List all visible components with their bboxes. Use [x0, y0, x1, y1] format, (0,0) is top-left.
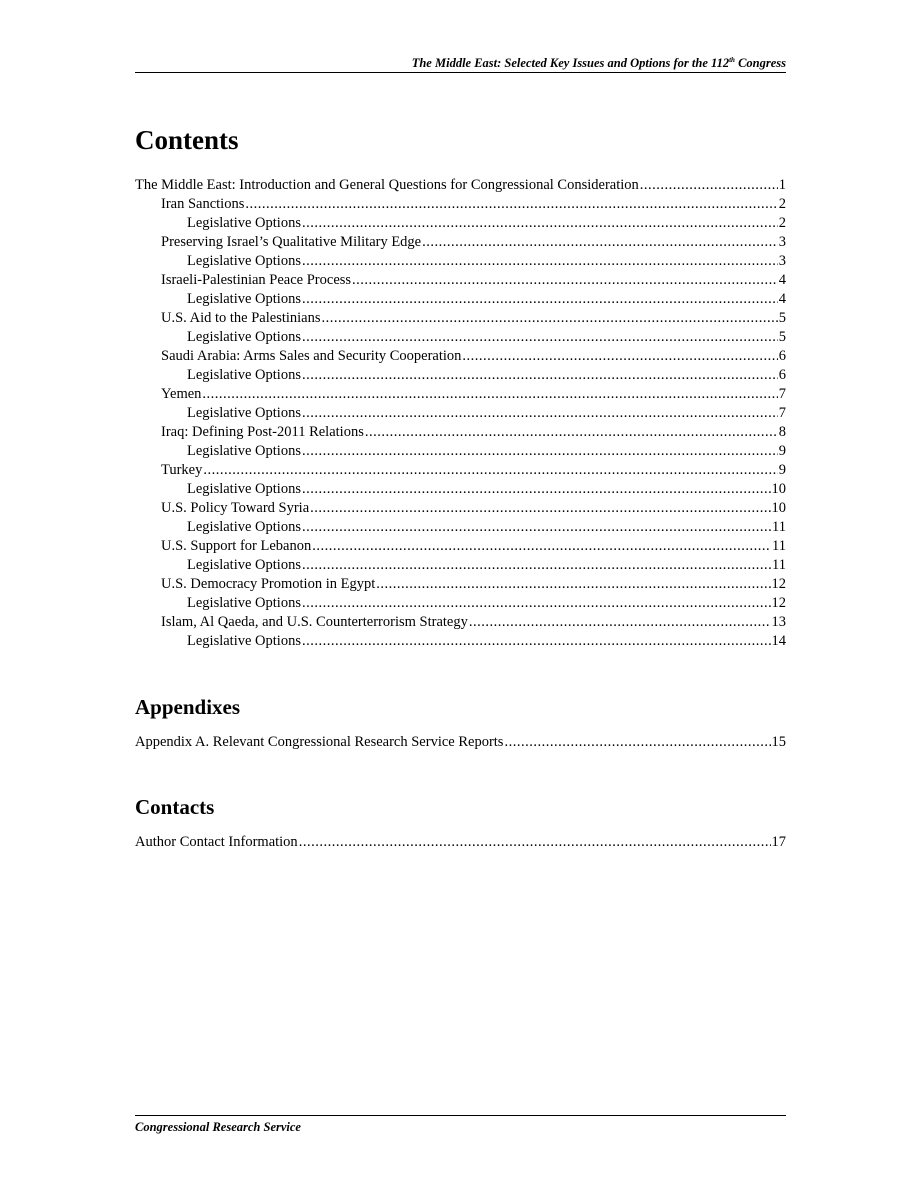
toc-entry-label: Yemen [161, 386, 202, 402]
toc-leader-dots [302, 214, 778, 233]
header-rule [135, 72, 786, 73]
toc-leader-dots [299, 833, 771, 852]
toc-entry[interactable] [161, 385, 786, 404]
toc-entry-page-number: 12 [771, 576, 786, 592]
toc-entry[interactable] [161, 233, 786, 252]
running-header-title-end: Congress [734, 56, 786, 70]
toc-leader-dots [376, 575, 770, 594]
toc-entry-label: Legislative Options [187, 291, 301, 307]
toc-entry-label: Legislative Options [187, 595, 301, 611]
toc-entry-label: Iran Sanctions [161, 196, 245, 212]
toc-leader-dots [302, 252, 778, 271]
toc-entry[interactable] [161, 271, 786, 290]
toc-entry-label: The Middle East: Introduction and General Questions for Congressional Consideration [135, 177, 639, 193]
toc-entry-page-number: 2 [778, 196, 786, 212]
toc-entry-page-number: 6 [778, 367, 786, 383]
running-footer: Congressional Research Service [135, 1120, 301, 1134]
footer-rule [135, 1115, 786, 1116]
toc-entry[interactable] [187, 518, 786, 537]
toc-entry[interactable] [187, 556, 786, 575]
toc-leader-dots [352, 271, 778, 290]
toc-entry-page-number: 8 [778, 424, 786, 440]
toc-entry[interactable] [187, 442, 786, 461]
toc-entry-page-number: 15 [771, 734, 786, 750]
toc-entry-page-number: 2 [778, 215, 786, 231]
toc-entry[interactable] [161, 309, 786, 328]
toc-entry-label: U.S. Democracy Promotion in Egypt [161, 576, 376, 592]
toc-entry-label: Saudi Arabia: Arms Sales and Security Cooperation [161, 348, 462, 364]
toc-entry-label: Legislative Options [187, 481, 301, 497]
toc-leader-dots [245, 195, 777, 214]
toc-entry[interactable] [187, 480, 786, 499]
running-header-superscript: th [729, 56, 735, 64]
toc-leader-dots [302, 404, 778, 423]
toc-leader-dots [302, 518, 771, 537]
toc-leader-dots [203, 461, 777, 480]
toc-entry[interactable] [161, 347, 786, 366]
toc-entry-label: U.S. Support for Lebanon [161, 538, 312, 554]
toc-entry-label: Legislative Options [187, 215, 301, 231]
toc-entry-page-number: 3 [778, 234, 786, 250]
toc-entry-page-number: 4 [778, 291, 786, 307]
toc-entry-label: Legislative Options [187, 633, 301, 649]
toc-entry-page-number: 6 [778, 348, 786, 364]
toc-entry[interactable] [161, 537, 786, 556]
contacts-heading: Contacts [135, 795, 215, 819]
toc-entry-page-number: 7 [778, 405, 786, 421]
toc-leader-dots [302, 366, 778, 385]
toc-entry-page-number: 10 [771, 500, 786, 516]
toc-leader-dots [302, 290, 778, 309]
toc-entry-page-number: 11 [772, 538, 786, 554]
toc-leader-dots [302, 556, 771, 575]
toc-entry-page-number: 4 [778, 272, 786, 288]
toc-entry-label: Legislative Options [187, 519, 301, 535]
toc-entry-label: Preserving Israel’s Qualitative Military Edge [161, 234, 422, 250]
toc-entry-page-number: 9 [778, 443, 786, 459]
toc-entry-page-number: 14 [771, 633, 786, 649]
toc-entry-label: Legislative Options [187, 329, 301, 345]
toc-entry-page-number: 17 [771, 834, 786, 850]
toc-entry[interactable] [187, 404, 786, 423]
toc-entry-label: Appendix A. Relevant Congressional Research Service Reports [135, 734, 504, 750]
toc-entry-label: U.S. Aid to the Palestinians [161, 310, 321, 326]
toc-entry-page-number: 12 [771, 595, 786, 611]
toc-entry[interactable] [135, 833, 786, 852]
toc-entry-label: Legislative Options [187, 253, 301, 269]
toc-entry-page-number: 11 [772, 557, 786, 573]
toc-leader-dots [640, 176, 778, 195]
toc-entry[interactable] [161, 461, 786, 480]
toc-entry-page-number: 7 [778, 386, 786, 402]
toc-leader-dots [322, 309, 778, 328]
toc-entry[interactable] [187, 214, 786, 233]
toc-entry-label: Islam, Al Qaeda, and U.S. Counterterrorism Strategy [161, 614, 468, 630]
toc-leader-dots [302, 442, 778, 461]
toc-leader-dots [422, 233, 778, 252]
toc-entry[interactable] [187, 594, 786, 613]
toc-entry-label: Israeli-Palestinian Peace Process [161, 272, 352, 288]
toc-entry[interactable] [187, 366, 786, 385]
toc-entry-label: Legislative Options [187, 367, 301, 383]
toc-entry-label: U.S. Policy Toward Syria [161, 500, 310, 516]
toc-leader-dots [310, 499, 770, 518]
toc-entry[interactable] [161, 195, 786, 214]
running-header [135, 56, 786, 71]
toc-entry-page-number: 5 [778, 329, 786, 345]
toc-leader-dots [469, 613, 771, 632]
toc-entry-label: Legislative Options [187, 405, 301, 421]
toc-entry[interactable] [187, 252, 786, 271]
toc-leader-dots [312, 537, 771, 556]
running-header-title: The Middle East: Selected Key Issues and Options for the 112 [411, 56, 730, 70]
toc-entry[interactable] [187, 632, 786, 651]
toc-leader-dots [365, 423, 778, 442]
toc-entry-label: Legislative Options [187, 557, 301, 573]
toc-entry-label: Author Contact Information [135, 834, 298, 850]
toc-leader-dots [302, 632, 771, 651]
toc-leader-dots [202, 385, 777, 404]
toc-entry-page-number: 13 [771, 614, 786, 630]
toc-entry[interactable] [135, 733, 786, 752]
toc-entry[interactable] [161, 423, 786, 442]
toc-entry-page-number: 10 [771, 481, 786, 497]
toc-entry-page-number: 9 [778, 462, 786, 478]
toc-entry-page-number: 3 [778, 253, 786, 269]
toc-entry-label: Legislative Options [187, 443, 301, 459]
toc-leader-dots [302, 480, 771, 499]
toc-entry-label: Turkey [161, 462, 203, 478]
toc-entry[interactable] [187, 290, 786, 309]
toc-entry[interactable] [161, 613, 786, 632]
toc-entry-label: Iraq: Defining Post-2011 Relations [161, 424, 364, 440]
toc-leader-dots [462, 347, 777, 366]
toc-entry[interactable] [161, 499, 786, 518]
toc-entry[interactable] [135, 176, 786, 195]
toc-entry-page-number: 11 [772, 519, 786, 535]
toc-leader-dots [302, 594, 771, 613]
toc-leader-dots [504, 733, 770, 752]
appendixes-heading: Appendixes [135, 695, 241, 719]
contents-heading: Contents [135, 125, 239, 155]
toc-entry[interactable] [187, 328, 786, 347]
toc-entry-page-number: 5 [778, 310, 786, 326]
toc-entry-page-number: 1 [778, 177, 786, 193]
toc-entry[interactable] [161, 575, 786, 594]
toc-leader-dots [302, 328, 778, 347]
